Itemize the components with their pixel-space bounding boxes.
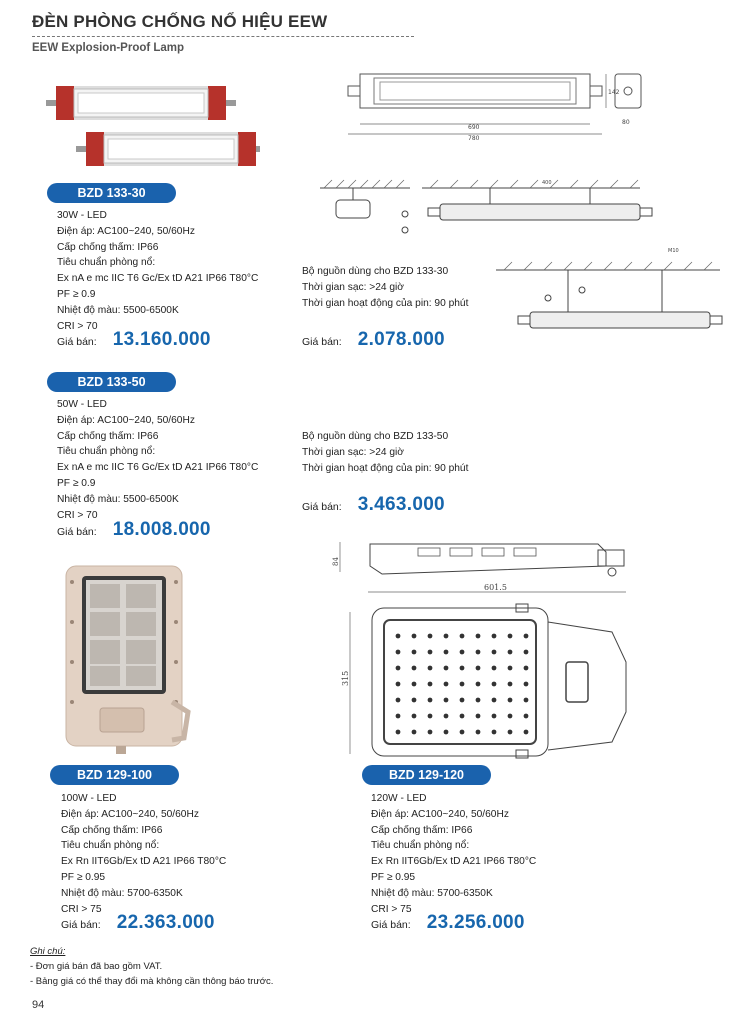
power-unit-line: Thời gian sạc: >24 giờ bbox=[302, 446, 404, 458]
spec-line: 120W - LED bbox=[371, 793, 427, 804]
power-unit-line: Bộ nguồn dùng cho BZD 133-30 bbox=[302, 266, 449, 277]
page-number: 94 bbox=[32, 999, 45, 1011]
spec-line: CRI > 75 bbox=[371, 903, 412, 915]
dim-690-label: 690 bbox=[468, 124, 480, 131]
spec-line: CRI > 70 bbox=[57, 320, 98, 332]
lamp-133-photo bbox=[40, 80, 260, 172]
dim-142-label: 142 bbox=[608, 89, 620, 96]
spec-line: CRI > 70 bbox=[57, 509, 98, 521]
power-unit-line: Bộ nguồn dùng cho BZD 133-50 bbox=[302, 431, 449, 442]
power-unit-line: Thời gian hoạt động của pin: 90 phút bbox=[302, 297, 469, 309]
price-row-bzd-133-30 bbox=[57, 329, 211, 351]
price-label: Giá bán: bbox=[57, 336, 97, 348]
price-label: Giá bán: bbox=[302, 336, 342, 348]
spec-line: Điện áp: AC100~240, 50/60Hz bbox=[61, 808, 199, 820]
dim-780-label: 780 bbox=[468, 135, 480, 142]
spec-line: 100W - LED bbox=[61, 793, 117, 804]
spec-line: PF ≥ 0.95 bbox=[61, 871, 106, 883]
title-divider bbox=[32, 36, 414, 37]
lamp-129-front-drawing bbox=[336, 582, 636, 762]
price-label: Giá bán: bbox=[61, 919, 101, 931]
dim-400-label: 400 bbox=[542, 180, 552, 186]
spec-line: Điện áp: AC100~240, 50/60Hz bbox=[57, 414, 195, 426]
spec-line: PF ≥ 0.9 bbox=[57, 288, 96, 300]
price-row-power-unit-133-30 bbox=[302, 329, 445, 351]
mounting-drawing bbox=[310, 172, 730, 344]
page-subtitle: EEW Explosion-Proof Lamp bbox=[32, 42, 185, 54]
price-value: 23.256.000 bbox=[426, 912, 525, 933]
lamp-129-side-drawing bbox=[330, 536, 630, 582]
model-badge-bzd-129-100: BZD 129-100 bbox=[50, 765, 179, 785]
spec-line: PF ≥ 0.9 bbox=[57, 477, 96, 489]
spec-line: Nhiệt độ màu: 5500-6500K bbox=[57, 304, 179, 316]
note-item: - Đơn giá bán đã bao gồm VAT. bbox=[30, 961, 163, 972]
lamp-133-dimension-drawing bbox=[330, 66, 650, 148]
price-row-power-unit-133-50 bbox=[302, 494, 445, 516]
model-badge-bzd-133-30: BZD 133-30 bbox=[47, 183, 176, 203]
notes bbox=[30, 944, 273, 989]
spec-line: Nhiệt độ màu: 5700-6350K bbox=[371, 887, 493, 899]
spec-line: Tiêu chuẩn phòng nổ: bbox=[57, 257, 156, 269]
power-unit-133-50-info bbox=[302, 429, 468, 476]
price-label: Giá bán: bbox=[371, 919, 411, 931]
note-item: - Bảng giá có thể thay đổi mà không cần thông báo trước. bbox=[30, 976, 274, 987]
price-row-bzd-133-50 bbox=[57, 519, 211, 541]
model-badge-bzd-133-50: BZD 133-50 bbox=[47, 372, 176, 392]
spec-line: 30W - LED bbox=[57, 210, 107, 221]
power-unit-133-30-info bbox=[302, 264, 468, 311]
dim-84-label: 84 bbox=[332, 557, 340, 566]
spec-line: Tiêu chuẩn phòng nổ: bbox=[61, 840, 160, 852]
specs-bzd-129-100 bbox=[61, 791, 226, 917]
spec-line: Tiêu chuẩn phòng nổ: bbox=[57, 446, 156, 458]
price-value: 2.078.000 bbox=[357, 329, 445, 350]
model-badge-bzd-129-120: BZD 129-120 bbox=[362, 765, 491, 785]
price-value: 18.008.000 bbox=[112, 519, 211, 540]
spec-line: Nhiệt độ màu: 5700-6350K bbox=[61, 887, 183, 899]
price-value: 13.160.000 bbox=[112, 329, 211, 350]
spec-line: Ex Rn IIT6Gb/Ex tD A21 IP66 T80°C bbox=[371, 856, 537, 868]
power-unit-line: Thời gian sạc: >24 giờ bbox=[302, 281, 404, 293]
dim-315-label: 315 bbox=[341, 670, 350, 686]
price-value: 22.363.000 bbox=[116, 912, 215, 933]
page-title: ĐÈN PHÒNG CHỐNG NỔ HIỆU EEW bbox=[32, 12, 328, 31]
spec-line: PF ≥ 0.95 bbox=[371, 871, 416, 883]
spec-line: Ex nA e mc IIC T6 Gc/Ex tD A21 IP66 T80°C bbox=[57, 273, 259, 285]
spec-line: Tiêu chuẩn phòng nổ: bbox=[371, 840, 470, 852]
spec-line: Ex Rn IIT6Gb/Ex tD A21 IP66 T80°C bbox=[61, 856, 227, 868]
spec-line: Cấp chống thấm: IP66 bbox=[61, 824, 163, 836]
specs-bzd-129-120 bbox=[371, 791, 536, 917]
spec-line: Cấp chống thấm: IP66 bbox=[57, 430, 159, 442]
specs-bzd-133-30 bbox=[57, 208, 258, 334]
price-label: Giá bán: bbox=[57, 526, 97, 538]
price-value: 3.463.000 bbox=[357, 494, 445, 515]
spec-line: CRI > 75 bbox=[61, 903, 102, 915]
spec-line: Nhiệt độ màu: 5500-6500K bbox=[57, 493, 179, 505]
dim-m10-label: M10 bbox=[668, 248, 679, 254]
lamp-129-photo bbox=[60, 562, 200, 758]
notes-heading: Ghi chú: bbox=[30, 946, 66, 957]
power-unit-line: Thời gian hoạt động của pin: 90 phút bbox=[302, 462, 469, 474]
spec-line: Cấp chống thấm: IP66 bbox=[57, 241, 159, 253]
spec-line: Điện áp: AC100~240, 50/60Hz bbox=[371, 808, 509, 820]
spec-line: 50W - LED bbox=[57, 399, 107, 410]
price-row-bzd-129-120 bbox=[371, 912, 525, 934]
dim-601-5-label: 601.5 bbox=[484, 583, 507, 592]
price-label: Giá bán: bbox=[302, 501, 342, 513]
dim-80-label: 80 bbox=[622, 119, 630, 126]
specs-bzd-133-50 bbox=[57, 397, 258, 523]
spec-line: Ex nA e mc IIC T6 Gc/Ex tD A21 IP66 T80°C bbox=[57, 462, 259, 474]
price-row-bzd-129-100 bbox=[61, 912, 215, 934]
spec-line: Điện áp: AC100~240, 50/60Hz bbox=[57, 225, 195, 237]
spec-line: Cấp chống thấm: IP66 bbox=[371, 824, 473, 836]
